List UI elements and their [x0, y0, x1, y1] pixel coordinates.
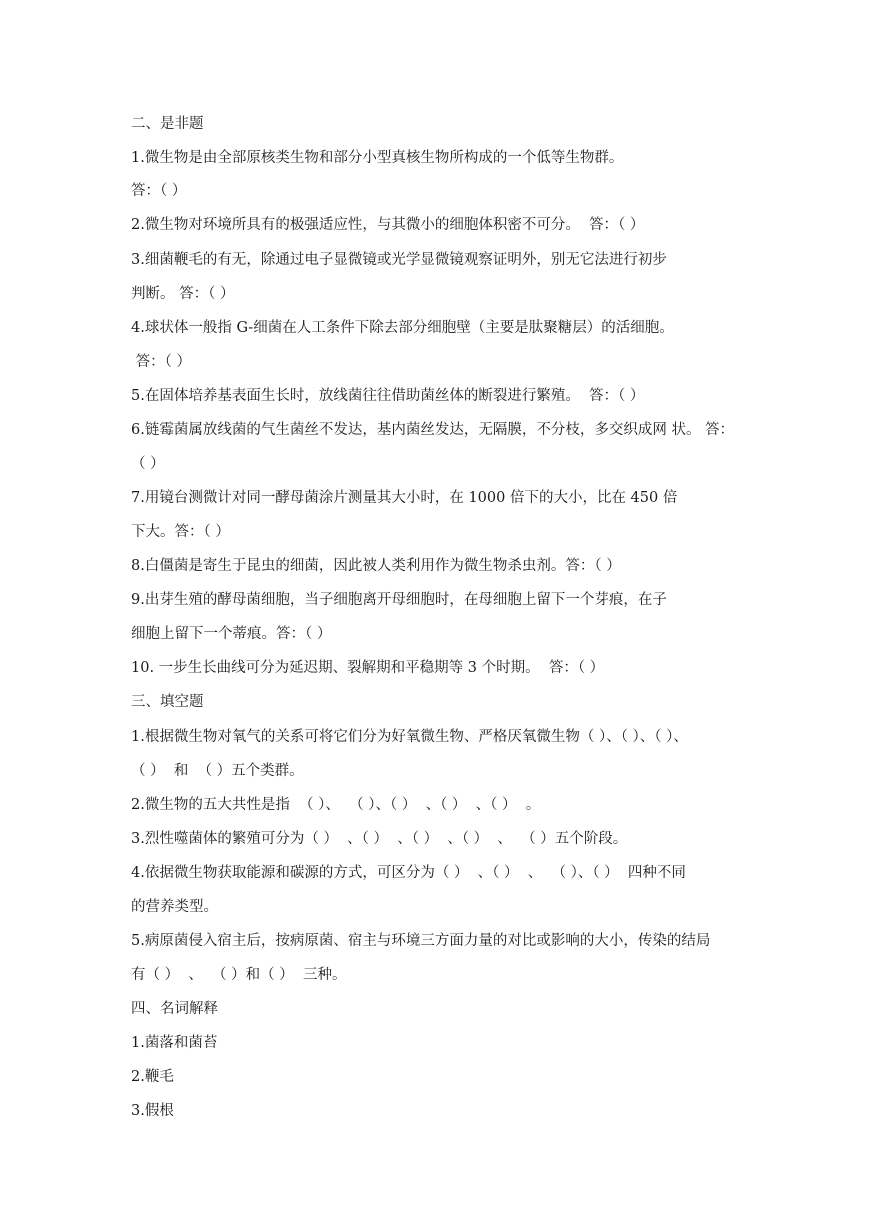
question-line: 细胞上留下一个蒂痕。答：（ ）: [131, 626, 332, 642]
question-line: 4.球状体一般指 G-细菌在人工条件下除去部分细胞壁（主要是肽聚糖层）的活细胞。: [131, 320, 674, 336]
question-line: 2.微生物对环境所具有的极强适应性，与其微小的细胞体积密不可分。 答：（ ）: [131, 217, 645, 233]
section-heading-fill-blank: 三、填空题: [131, 694, 204, 710]
question-line: 3.细菌鞭毛的有无，除通过电子显微镜或光学显微镜观察证明外，别无它法进行初步: [131, 252, 667, 268]
question-line: 5.病原菌侵入宿主后，按病原菌、宿主与环境三方面力量的对比或影响的大小，传染的结局: [131, 933, 711, 949]
question-line: 3.烈性噬菌体的繁殖可分为（ ） 、（ ） 、（ ） 、（ ） 、 （ ）五个阶段。: [131, 831, 628, 847]
answer-line: （ ）: [131, 456, 165, 472]
question-line: 有（ ） 、 （ ）和（ ） 三种。: [131, 967, 347, 983]
question-line: 10. 一步生长曲线可分为延迟期、裂解期和平稳期等 3 个时期。 答：（ ）: [131, 660, 605, 676]
question-line: 1.根据微生物对氧气的关系可将它们分为好氧微生物、严格厌氧微生物（ ）、（ ）、（ ）、: [131, 729, 688, 745]
section-heading-true-false: 二、是非题: [131, 116, 204, 132]
question-line: 8.白僵菌是寄生于昆虫的细菌，因此被人类利用作为微生物杀虫剂。答：（ ）: [131, 558, 621, 574]
question-line: 4.依据微生物获取能源和碳源的方式，可区分为（ ） 、（ ） 、 （ ）、（ ） 四种不同: [131, 865, 686, 881]
term-item: 3.假根: [131, 1103, 174, 1119]
answer-line: 答：（ ）: [131, 354, 191, 370]
answer-line: 答：（ ）: [131, 183, 187, 199]
question-line: 下大。答：（ ）: [131, 524, 230, 540]
term-item: 2.鞭毛: [131, 1069, 174, 1085]
question-line: 5.在固体培养基表面生长时，放线菌往往借助菌丝体的断裂进行繁殖。 答：（ ）: [131, 388, 645, 404]
question-line: （ ） 和 （ ）五个类群。: [131, 763, 304, 779]
term-item: 1.菌落和菌苔: [131, 1035, 218, 1051]
question-line: 9.出芽生殖的酵母菌细胞，当子细胞离开母细胞时，在母细胞上留下一个芽痕，在子: [131, 592, 667, 608]
section-heading-terms: 四、名词解释: [131, 1001, 218, 1017]
question-line: 2.微生物的五大共性是指 （ ）、 （ ）、（ ） 、（ ） 、（ ） 。: [131, 797, 541, 813]
question-line: 7.用镜台测微计对同一酵母菌涂片测量其大小时，在 1000 倍下的大小，比在 450 倍: [131, 490, 678, 506]
question-line: 6.链霉菌属放线菌的气生菌丝不发达，基内菌丝发达，无隔膜，不分枝，多交织成网 状。 答：: [131, 422, 735, 438]
question-line: 1.微生物是由全部原核类生物和部分小型真核生物所构成的一个低等生物群。: [131, 150, 624, 166]
question-line: 的营养类型。: [131, 899, 218, 915]
question-line: 判断。 答：（ ）: [131, 286, 235, 302]
